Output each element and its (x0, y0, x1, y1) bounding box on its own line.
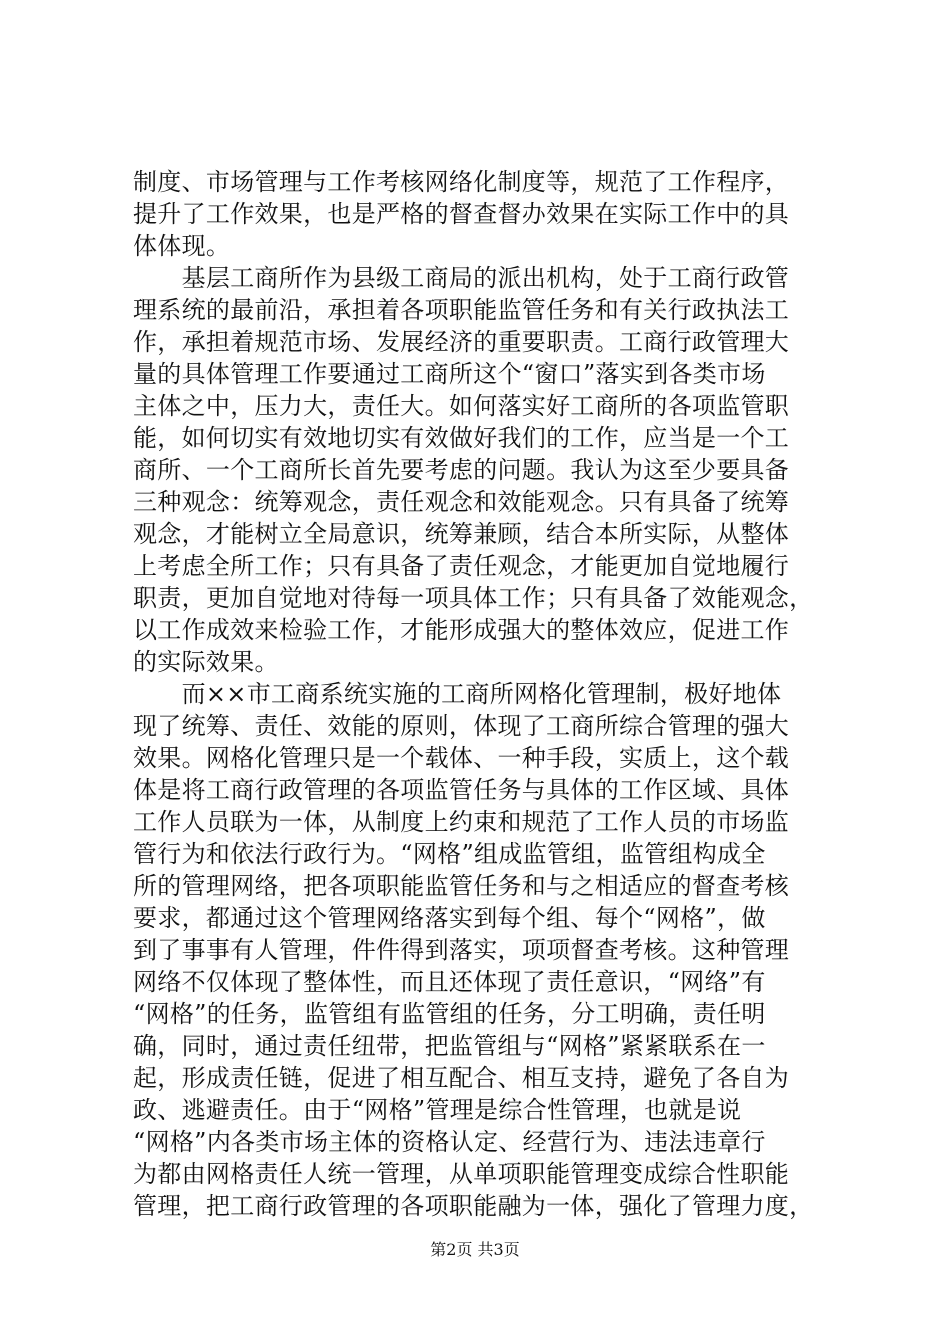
text-line: 观念，才能树立全局意识，统筹兼顾，结合本所实际，从整体 (133, 520, 790, 548)
text-line: 职责，更加自觉地对待每一项具体工作；只有具备了效能观念， (133, 584, 814, 612)
text-line: 为都由网格责任人统一管理，从单项职能管理变成综合性职能 (133, 1160, 790, 1188)
text-line: 制度、市场管理与工作考核网络化制度等，规范了工作程序， (133, 168, 790, 196)
text-line: 体体现。 (133, 232, 231, 260)
text-line: 基层工商所作为县级工商局的派出机构，处于工商行政管 (133, 264, 790, 292)
text-line: 的实际效果。 (133, 648, 279, 676)
text-line: 效果。网格化管理只是一个载体、一种手段，实质上，这个载 (133, 744, 790, 772)
text-line: 商所、一个工商所长首先要考虑的问题。我认为这至少要具备 (133, 456, 790, 484)
text-line: 提升了工作效果，也是严格的督查督办效果在实际工作中的具 (133, 200, 790, 228)
text-line: 管行为和依法行政行为。“网格”组成监管组，监管组构成全 (133, 840, 766, 868)
text-line: 理系统的最前沿，承担着各项职能监管任务和有关行政执法工 (133, 296, 790, 324)
text-line: 管理，把工商行政管理的各项职能融为一体，强化了管理力度， (133, 1192, 814, 1220)
text-line: 要求，都通过这个管理网络落实到每个组、每个“网格”，做 (133, 904, 766, 932)
text-line: 量的具体管理工作要通过工商所这个“窗口”落实到各类市场 (133, 360, 766, 388)
text-line: 以工作成效来检验工作，才能形成强大的整体效应，促进工作 (133, 616, 790, 644)
text-line: 现了统筹、责任、效能的原则，体现了工商所综合管理的强大 (133, 712, 790, 740)
text-line: “网格”的任务，监管组有监管组的任务，分工明确，责任明 (133, 1000, 766, 1028)
text-line: 网络不仅体现了整体性，而且还体现了责任意识，“网络”有 (133, 968, 766, 996)
text-line: 政、逃避责任。由于“网格”管理是综合性管理，也就是说 (133, 1096, 742, 1124)
text-line: 工作人员联为一体，从制度上约束和规范了工作人员的市场监 (133, 808, 790, 836)
body-text (133, 166, 833, 1222)
page-number-footer: 第2页 共3页 (430, 1240, 520, 1259)
text-line: 而××市工商系统实施的工商所网格化管理制，极好地体 (133, 680, 782, 708)
text-line: 上考虑全所工作；只有具备了责任观念，才能更加自觉地履行 (133, 552, 790, 580)
text-line: 体是将工商行政管理的各项监管任务与具体的工作区域、具体 (133, 776, 790, 804)
text-line: 作，承担着规范市场、发展经济的重要职责。工商行政管理大 (133, 328, 790, 356)
text-line: 到了事事有人管理，件件得到落实，项项督查考核。这种管理 (133, 936, 790, 964)
text-line: 能，如何切实有效地切实有效做好我们的工作，应当是一个工 (133, 424, 790, 452)
text-line: 所的管理网络，把各项职能监管任务和与之相适应的督查考核 (133, 872, 790, 900)
text-line: 起，形成责任链，促进了相互配合、相互支持，避免了各自为 (133, 1064, 790, 1092)
text-line: 确，同时，通过责任纽带，把监管组与“网格”紧紧联系在一 (133, 1032, 766, 1060)
text-line: 三种观念：统筹观念，责任观念和效能观念。只有具备了统筹 (133, 488, 790, 516)
text-line: “网格”内各类市场主体的资格认定、经营行为、违法违章行 (133, 1128, 766, 1156)
text-line: 主体之中，压力大，责任大。如何落实好工商所的各项监管职 (133, 392, 790, 420)
